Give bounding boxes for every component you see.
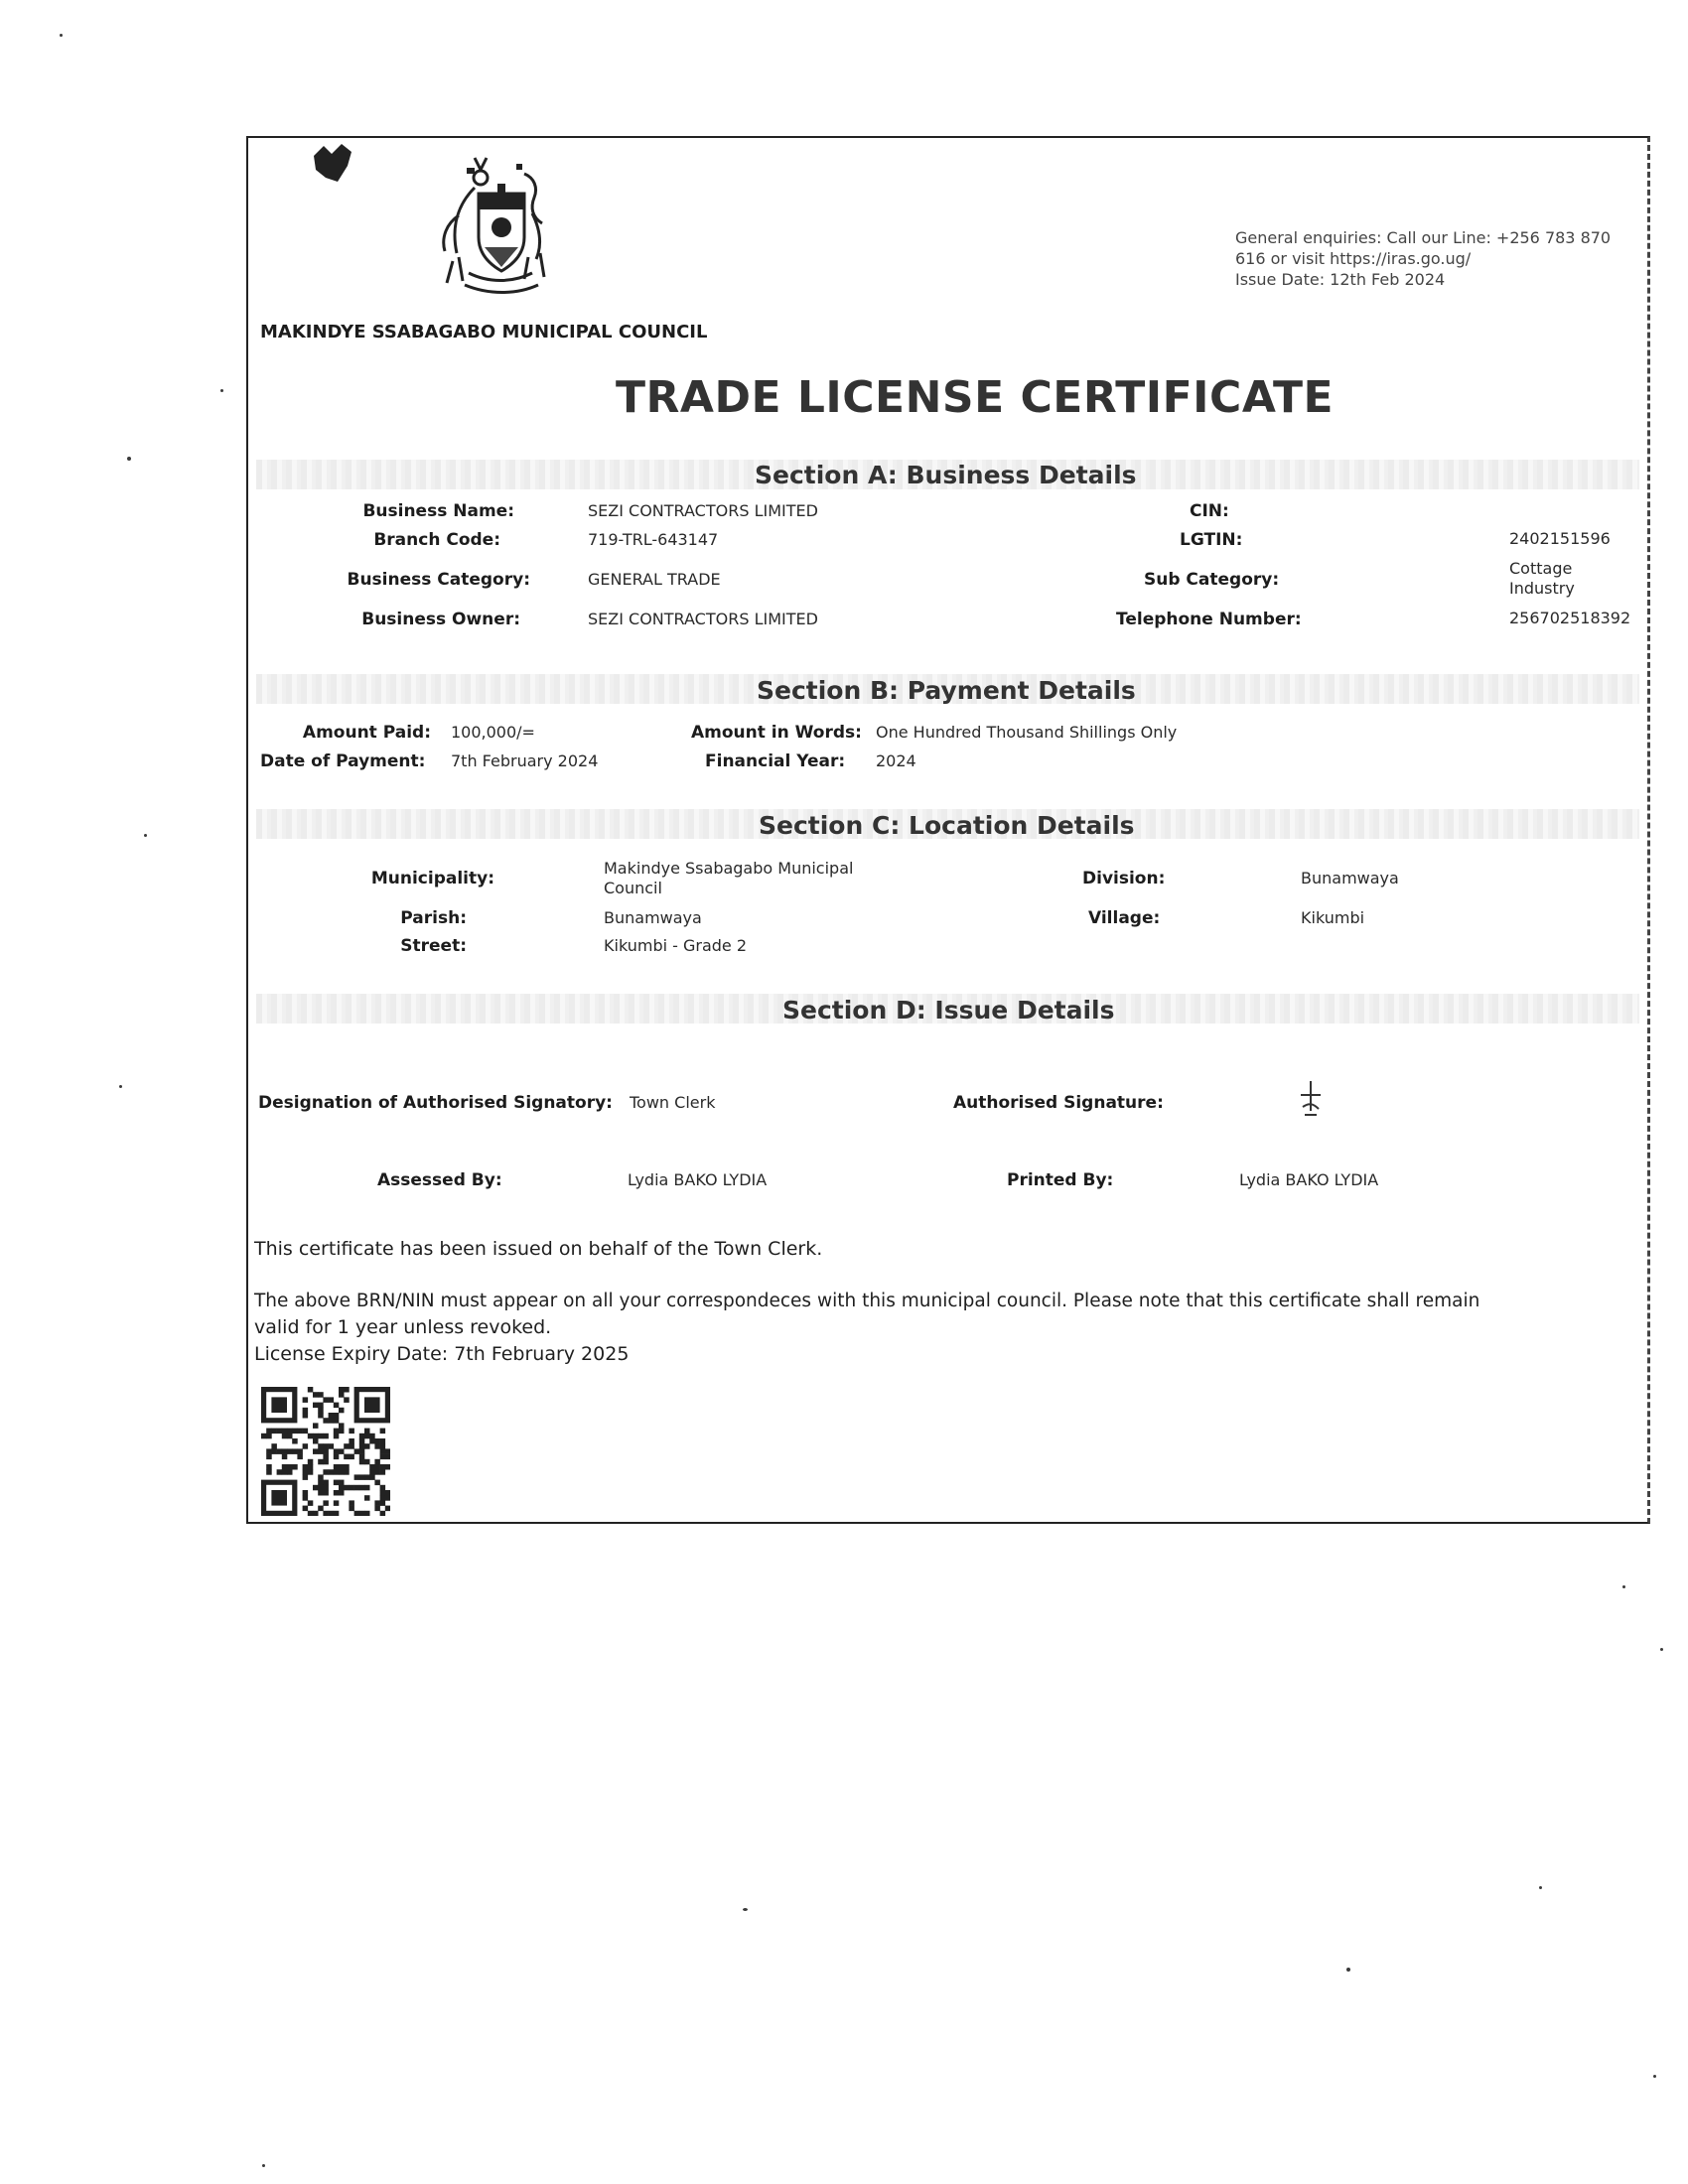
qr-module bbox=[334, 1429, 340, 1434]
business-category-label: Business Category: bbox=[347, 570, 530, 590]
printed-by-label: Printed By: bbox=[1007, 1170, 1114, 1190]
qr-module bbox=[318, 1403, 324, 1409]
trade-license-certificate bbox=[246, 136, 1650, 1524]
qr-module bbox=[282, 1454, 288, 1460]
qr-module bbox=[339, 1469, 345, 1475]
qr-module bbox=[334, 1454, 340, 1460]
sub-category-line: Industry bbox=[1509, 579, 1575, 598]
qr-module bbox=[359, 1454, 365, 1460]
qr-module bbox=[380, 1469, 386, 1475]
qr-module bbox=[308, 1433, 314, 1439]
business-owner-value: SEZI CONTRACTORS LIMITED bbox=[588, 610, 818, 628]
qr-module bbox=[374, 1480, 380, 1486]
qr-module bbox=[303, 1490, 309, 1496]
qr-module bbox=[271, 1429, 277, 1434]
qr-module bbox=[318, 1474, 324, 1480]
parish-label: Parish: bbox=[400, 908, 467, 928]
qr-module bbox=[287, 1433, 293, 1439]
qr-module bbox=[339, 1480, 345, 1486]
qr-module bbox=[323, 1443, 329, 1449]
qr-module bbox=[261, 1433, 267, 1439]
qr-module bbox=[369, 1433, 375, 1439]
qr-module bbox=[318, 1506, 324, 1512]
qr-module bbox=[271, 1448, 277, 1454]
qr-module bbox=[339, 1408, 345, 1414]
qr-module bbox=[313, 1511, 319, 1516]
qr-module bbox=[318, 1413, 324, 1419]
lgtin-value: 2402151596 bbox=[1509, 529, 1611, 548]
qr-module bbox=[323, 1480, 329, 1486]
qr-module bbox=[323, 1418, 329, 1424]
qr-module bbox=[364, 1433, 370, 1439]
qr-module bbox=[313, 1485, 319, 1491]
qr-module bbox=[308, 1511, 314, 1516]
telephone-value: 256702518392 bbox=[1509, 609, 1631, 627]
qr-module bbox=[339, 1423, 345, 1429]
village-label: Village: bbox=[1088, 908, 1161, 928]
qr-module bbox=[344, 1443, 350, 1449]
qr-finder-pattern bbox=[364, 1397, 380, 1413]
qr-module bbox=[354, 1511, 360, 1516]
brn-nin-note bbox=[254, 1288, 1644, 1368]
qr-module bbox=[266, 1433, 272, 1439]
division-value: Bunamwaya bbox=[1301, 869, 1399, 887]
scan-speck bbox=[1539, 1886, 1542, 1889]
section-a-title: Section A: Business Details bbox=[755, 461, 1137, 489]
license-expiry-date: License Expiry Date: 7th February 2025 bbox=[254, 1343, 630, 1365]
qr-module bbox=[318, 1392, 324, 1398]
qr-module bbox=[323, 1459, 329, 1465]
qr-module bbox=[354, 1448, 360, 1454]
qr-module bbox=[374, 1464, 380, 1470]
qr-module bbox=[380, 1454, 386, 1460]
qr-module bbox=[364, 1474, 370, 1480]
qr-module bbox=[303, 1397, 309, 1403]
qr-module bbox=[344, 1454, 350, 1460]
qr-module bbox=[359, 1459, 365, 1465]
scan-speck bbox=[743, 1908, 748, 1911]
qr-finder-pattern bbox=[271, 1397, 287, 1413]
page-title: TRADE LICENSE CERTIFICATE bbox=[616, 372, 1335, 423]
section-c-title: Section C: Location Details bbox=[759, 811, 1135, 840]
qr-module bbox=[364, 1459, 370, 1465]
qr-module bbox=[349, 1429, 354, 1434]
qr-module bbox=[374, 1506, 380, 1512]
scan-speck bbox=[1653, 2075, 1656, 2078]
qr-module bbox=[308, 1469, 314, 1475]
qr-module bbox=[334, 1403, 340, 1409]
qr-module bbox=[313, 1423, 319, 1429]
qr-module bbox=[329, 1413, 335, 1419]
qr-module bbox=[292, 1429, 298, 1434]
qr-module bbox=[303, 1506, 309, 1512]
qr-module bbox=[385, 1490, 390, 1496]
municipality-line: Council bbox=[604, 879, 662, 897]
qr-module bbox=[380, 1429, 386, 1434]
financial-year-label: Financial Year: bbox=[705, 751, 846, 771]
qr-module bbox=[380, 1464, 386, 1470]
qr-module bbox=[313, 1438, 319, 1444]
scan-speck bbox=[60, 34, 63, 37]
qr-module bbox=[334, 1464, 340, 1470]
qr-module bbox=[303, 1474, 309, 1480]
qr-module bbox=[334, 1500, 340, 1506]
qr-module bbox=[318, 1443, 324, 1449]
scan-speck bbox=[1660, 1648, 1663, 1651]
qr-module bbox=[380, 1490, 386, 1496]
qr-module bbox=[374, 1500, 380, 1506]
qr-module bbox=[364, 1511, 370, 1516]
brn-nin-note-line: The above BRN/NIN must appear on all your correspondeces with this municipal council. Please note that this certificate shall remain bbox=[254, 1291, 1480, 1311]
amount-in-words-value: One Hundred Thousand Shillings Only bbox=[876, 723, 1178, 742]
qr-module bbox=[323, 1511, 329, 1516]
branch-code-label: Branch Code: bbox=[373, 530, 500, 550]
scan-speck bbox=[262, 2164, 265, 2167]
qr-module bbox=[349, 1506, 354, 1512]
qr-module bbox=[303, 1464, 309, 1470]
qr-module bbox=[349, 1454, 354, 1460]
qr-module bbox=[282, 1429, 288, 1434]
qr-module bbox=[266, 1448, 272, 1454]
contact-info bbox=[1235, 227, 1652, 290]
scan-speck bbox=[144, 834, 147, 837]
street-value: Kikumbi - Grade 2 bbox=[604, 936, 748, 955]
assessed-by-label: Assessed By: bbox=[377, 1170, 502, 1190]
scan-speck bbox=[220, 389, 223, 392]
qr-module bbox=[329, 1511, 335, 1516]
coat-of-arms-emblem bbox=[429, 154, 568, 303]
qr-module bbox=[385, 1448, 390, 1454]
qr-module bbox=[354, 1485, 360, 1491]
qr-module bbox=[349, 1500, 354, 1506]
qr-module bbox=[349, 1438, 354, 1444]
qr-module bbox=[266, 1469, 272, 1475]
qr-module bbox=[323, 1469, 329, 1475]
qr-module bbox=[303, 1429, 309, 1434]
qr-module bbox=[339, 1392, 345, 1398]
qr-module bbox=[374, 1469, 380, 1475]
qr-module bbox=[271, 1443, 277, 1449]
business-category-value: GENERAL TRADE bbox=[588, 570, 721, 589]
qr-module bbox=[380, 1448, 386, 1454]
qr-module bbox=[364, 1443, 370, 1449]
qr-module bbox=[380, 1495, 386, 1501]
qr-module bbox=[334, 1413, 340, 1419]
qr-module bbox=[374, 1459, 380, 1465]
qr-module bbox=[308, 1387, 314, 1393]
qr-module bbox=[359, 1433, 365, 1439]
qr-module bbox=[385, 1506, 390, 1512]
qr-module bbox=[292, 1438, 298, 1444]
qr-module bbox=[292, 1464, 298, 1470]
qr-module bbox=[369, 1438, 375, 1444]
qr-module bbox=[287, 1469, 293, 1475]
date-of-payment-value: 7th February 2024 bbox=[451, 751, 599, 770]
qr-module bbox=[329, 1418, 335, 1424]
scan-speck bbox=[119, 1085, 122, 1088]
section-b-title: Section B: Payment Details bbox=[757, 676, 1136, 705]
qr-module bbox=[334, 1448, 340, 1454]
section-d-title: Section D: Issue Details bbox=[782, 996, 1115, 1024]
qr-module bbox=[313, 1392, 319, 1398]
qr-module bbox=[380, 1500, 386, 1506]
branch-code-value: 719-TRL-643147 bbox=[588, 530, 719, 549]
qr-module bbox=[313, 1403, 319, 1409]
qr-module bbox=[329, 1397, 335, 1403]
ink-blot bbox=[308, 142, 357, 188]
qr-module bbox=[323, 1454, 329, 1460]
qr-module bbox=[303, 1408, 309, 1414]
scan-speck bbox=[1622, 1585, 1625, 1588]
qr-module bbox=[344, 1464, 350, 1470]
municipality-value bbox=[604, 859, 853, 898]
qr-module bbox=[380, 1443, 386, 1449]
qr-module bbox=[369, 1474, 375, 1480]
qr-module bbox=[313, 1433, 319, 1439]
qr-module bbox=[287, 1429, 293, 1434]
qr-module bbox=[334, 1418, 340, 1424]
qr-module bbox=[323, 1490, 329, 1496]
qr-module bbox=[308, 1459, 314, 1465]
qr-module bbox=[318, 1448, 324, 1454]
qr-module bbox=[380, 1438, 386, 1444]
qr-module bbox=[313, 1448, 319, 1454]
council-name: MAKINDYE SSABAGABO MUNICIPAL COUNCIL bbox=[260, 322, 708, 342]
qr-module bbox=[359, 1443, 365, 1449]
qr-module bbox=[323, 1485, 329, 1491]
qr-module bbox=[349, 1443, 354, 1449]
amount-paid-label: Amount Paid: bbox=[302, 723, 431, 743]
qr-module bbox=[374, 1438, 380, 1444]
qr-module bbox=[297, 1429, 303, 1434]
qr-module bbox=[303, 1443, 309, 1449]
municipality-label: Municipality: bbox=[370, 869, 494, 888]
qr-module bbox=[344, 1387, 350, 1393]
amount-in-words-label: Amount in Words: bbox=[691, 723, 862, 743]
qr-module bbox=[303, 1413, 309, 1419]
village-value: Kikumbi bbox=[1301, 908, 1365, 927]
enquiries-line: General enquiries: Call our Line: +256 783 870 bbox=[1235, 228, 1612, 247]
business-owner-label: Business Owner: bbox=[361, 610, 520, 629]
authorised-signature-label: Authorised Signature: bbox=[953, 1093, 1164, 1113]
municipality-line: Makindye Ssabagabo Municipal bbox=[604, 859, 854, 878]
scan-speck bbox=[127, 457, 131, 461]
qr-module bbox=[359, 1474, 365, 1480]
qr-module bbox=[339, 1490, 345, 1496]
issued-on-behalf-note: This certificate has been issued on behalf of the Town Clerk. bbox=[254, 1238, 823, 1260]
lgtin-label: LGTIN: bbox=[1180, 530, 1243, 550]
qr-module bbox=[334, 1469, 340, 1475]
qr-module bbox=[385, 1454, 390, 1460]
signature-mark bbox=[1291, 1077, 1331, 1121]
qr-module bbox=[323, 1397, 329, 1403]
qr-module bbox=[339, 1464, 345, 1470]
sub-category-value bbox=[1509, 559, 1575, 599]
qr-module bbox=[359, 1438, 365, 1444]
qr-module bbox=[297, 1454, 303, 1460]
qr-module bbox=[344, 1397, 350, 1403]
qr-module bbox=[364, 1485, 370, 1491]
qr-module bbox=[369, 1464, 375, 1470]
date-of-payment-label: Date of Payment: bbox=[260, 751, 426, 771]
qr-module bbox=[318, 1433, 324, 1439]
business-name-label: Business Name: bbox=[362, 501, 514, 521]
enquiries-line: 616 or visit https://iras.go.ug/ bbox=[1235, 249, 1472, 268]
amount-paid-value: 100,000/= bbox=[451, 723, 535, 742]
qr-module bbox=[339, 1387, 345, 1393]
qr-module bbox=[297, 1448, 303, 1454]
qr-module bbox=[303, 1495, 309, 1501]
assessed-by-value: Lydia BAKO LYDIA bbox=[628, 1170, 768, 1189]
business-name-value: SEZI CONTRACTORS LIMITED bbox=[588, 501, 818, 520]
telephone-label: Telephone Number: bbox=[1116, 610, 1302, 629]
qr-module bbox=[359, 1448, 365, 1454]
qr-module bbox=[344, 1469, 350, 1475]
qr-module bbox=[380, 1485, 386, 1491]
qr-module bbox=[323, 1448, 329, 1454]
qr-module bbox=[323, 1500, 329, 1506]
designation-label: Designation of Authorised Signatory: bbox=[258, 1093, 613, 1113]
qr-module bbox=[329, 1443, 335, 1449]
qr-module bbox=[303, 1469, 309, 1475]
qr-module bbox=[266, 1429, 272, 1434]
qr-module bbox=[385, 1495, 390, 1501]
qr-finder-pattern bbox=[271, 1490, 287, 1506]
qr-module bbox=[339, 1448, 345, 1454]
qr-module bbox=[364, 1495, 370, 1501]
qr-module bbox=[334, 1490, 340, 1496]
qr-module bbox=[292, 1448, 298, 1454]
qr-module bbox=[364, 1429, 370, 1434]
qr-module bbox=[354, 1474, 360, 1480]
qr-module bbox=[318, 1490, 324, 1496]
qr-module bbox=[287, 1464, 293, 1470]
qr-module bbox=[374, 1443, 380, 1449]
qr-module bbox=[334, 1480, 340, 1486]
qr-module bbox=[344, 1485, 350, 1491]
qr-module bbox=[277, 1448, 283, 1454]
qr-module bbox=[308, 1464, 314, 1470]
qr-module bbox=[266, 1464, 272, 1470]
qr-module bbox=[282, 1469, 288, 1475]
sub-category-label: Sub Category: bbox=[1144, 570, 1280, 590]
qr-module bbox=[287, 1448, 293, 1454]
qr-module bbox=[318, 1480, 324, 1486]
qr-module bbox=[318, 1408, 324, 1414]
qr-module bbox=[359, 1485, 365, 1491]
qr-module bbox=[308, 1500, 314, 1506]
qr-module bbox=[266, 1454, 272, 1460]
issue-date: Issue Date: 12th Feb 2024 bbox=[1235, 270, 1446, 289]
qr-module bbox=[339, 1429, 345, 1434]
brn-nin-note-line: valid for 1 year unless revoked. bbox=[254, 1316, 552, 1338]
qr-module bbox=[282, 1464, 288, 1470]
qr-module bbox=[323, 1433, 329, 1439]
qr-module bbox=[380, 1511, 386, 1516]
qr-code bbox=[261, 1387, 390, 1516]
sub-category-line: Cottage bbox=[1509, 559, 1573, 578]
qr-module bbox=[318, 1485, 324, 1491]
qr-module bbox=[282, 1448, 288, 1454]
financial-year-value: 2024 bbox=[876, 751, 916, 770]
parish-value: Bunamwaya bbox=[604, 908, 702, 927]
qr-module bbox=[318, 1459, 324, 1465]
qr-module bbox=[277, 1469, 283, 1475]
qr-module bbox=[385, 1464, 390, 1470]
qr-module bbox=[277, 1429, 283, 1434]
qr-module bbox=[349, 1485, 354, 1491]
qr-module bbox=[359, 1511, 365, 1516]
scan-speck bbox=[1346, 1968, 1350, 1972]
qr-module bbox=[339, 1485, 345, 1491]
qr-module bbox=[334, 1511, 340, 1516]
division-label: Division: bbox=[1082, 869, 1166, 888]
street-label: Street: bbox=[400, 936, 467, 956]
designation-value: Town Clerk bbox=[630, 1093, 716, 1112]
qr-module bbox=[334, 1433, 340, 1439]
qr-module bbox=[369, 1469, 375, 1475]
printed-by-value: Lydia BAKO LYDIA bbox=[1239, 1170, 1379, 1189]
qr-module bbox=[329, 1469, 335, 1475]
qr-module bbox=[282, 1433, 288, 1439]
cin-label: CIN: bbox=[1190, 501, 1229, 521]
